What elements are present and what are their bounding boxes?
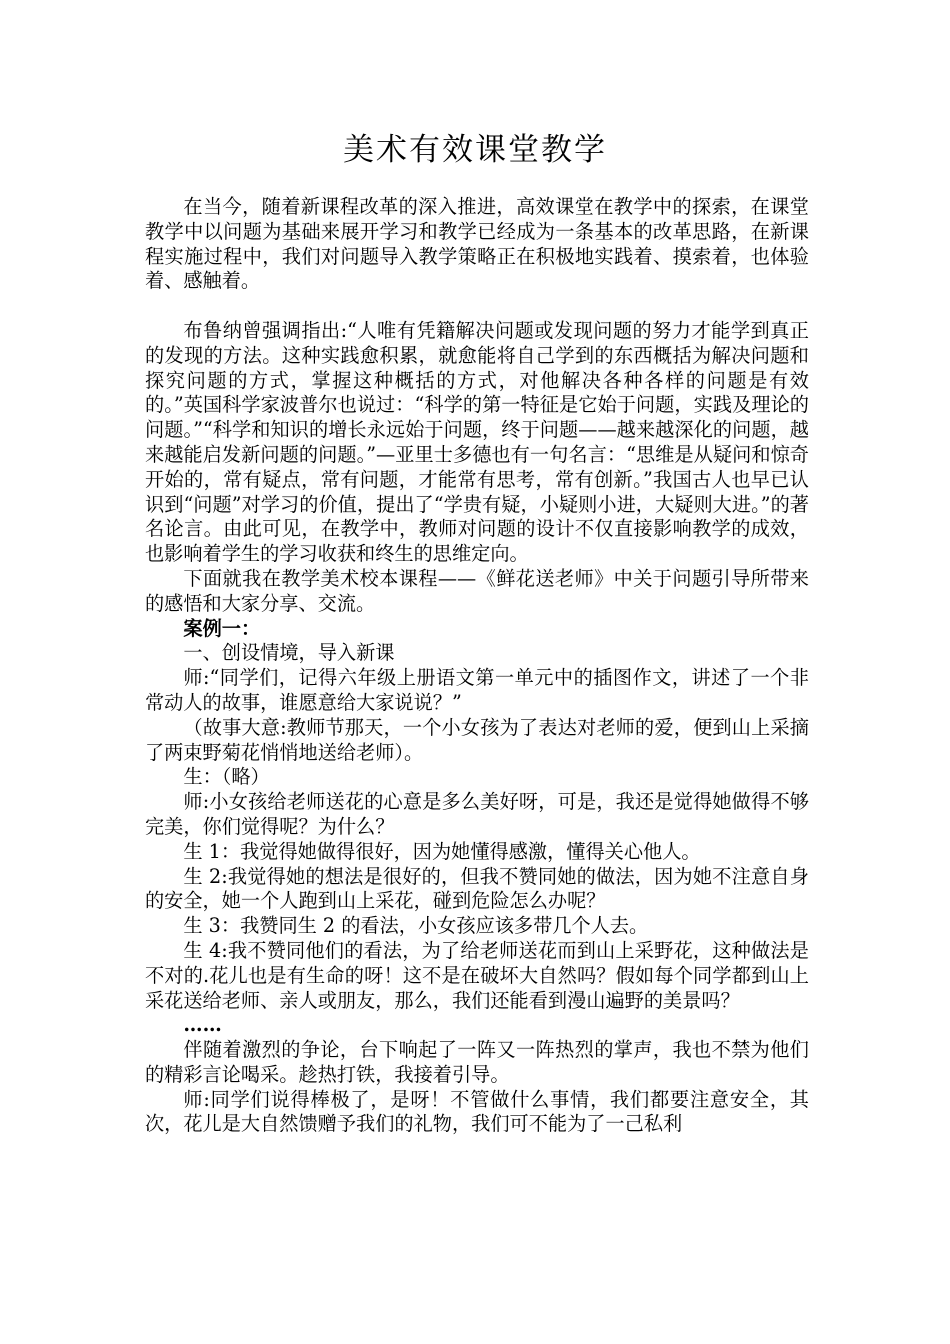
dialogue-teacher-3: 师:同学们说得棒极了，是呀！不管做什么事情，我们都要注意安全，其次，花儿是大自然馈赠予我们的礼物，我们可不能为了一己私利 xyxy=(145,1087,809,1136)
dialogue-teacher-2: 师:小女孩给老师送花的心意是多么美好呀，可是，我还是觉得她做得不够完美，你们觉得呢？为什么？ xyxy=(145,790,809,838)
paragraph-quotes: 布鲁纳曾强调指出:“人唯有凭籍解决问题或发现问题的努力才能学到真正的发现的方法。这种实践愈积累，就愈能将自己学到的东西概括为解决问题和探究问题的方式，掌握这种概括的方式，对他解决各种各样的问题是有效的。”英国科学家波普尔也说过：“科学的第一特征是它始于问题，实践及理论的问题。”“科学和知识的增长永远始于问题，终于问题——越来越深化的问题，越来越能启发新问题的问题。”—亚里士多德也有一句名言：“思维是从疑问和惊奇开始的，常有疑点，常有问题，才能常有思考，常有创新。”我国古人也早已认识到“问题”对学习的价值，提出了“学贵有疑，小疑则小进，大疑则大进。”的著名论言。由此可见，在教学中，教师对问题的设计不仅直接影响教学的成效，也影响着学生的学习收获和终生的思维定向。 xyxy=(145,318,809,566)
story-summary: （故事大意:教师节那天，一个小女孩为了表达对老师的爱，便到山上采摘了两束野菊花悄悄地送给老师）。 xyxy=(145,715,809,764)
dialogue-student-1: 生 1：我觉得她做得很好，因为她懂得感激，懂得关心他人。 xyxy=(183,839,701,863)
dialogue-student-4: 生 4:我不赞同他们的看法，为了给老师送花而到山上采野花，这种做法是不对的.花儿也是有生命的呀！这不是在破坏大自然吗？假如每个同学都到山上采花送给老师、亲人或朋友，那么，我们还能看到漫山遍野的美景吗？ xyxy=(145,938,809,1012)
case-heading: 案例一： xyxy=(183,616,261,640)
paragraph-gap xyxy=(145,294,809,319)
section-heading: 一、创设情境，导入新课 xyxy=(183,641,395,665)
ellipsis-line: …… xyxy=(183,1013,222,1037)
paragraph-course-intro: 下面就我在教学美术校本课程——《鲜花送老师》中关于问题引导所带来的感悟和大家分享、交流。 xyxy=(145,566,809,615)
dialogue-student-2: 生 2:我觉得她的想法是很好的，但我不赞同她的做法，因为她不注意自身的安全，她一个人跑到山上采花，碰到危险怎么办呢？ xyxy=(145,864,809,913)
document-body xyxy=(145,195,809,1137)
dialogue-student: 生：（略） xyxy=(183,765,270,789)
paragraph-intro: 在当今，随着新课程改革的深入推进，高效课堂在教学中的探索，在课堂教学中以问题为基础来展开学习和教学已经成为一条基本的改革思路，在新课程实施过程中，我们对问题导入教学策略正在积极地实践着、摸索着，也体验着、感触着。 xyxy=(145,195,809,293)
dialogue-student-3: 生 3：我赞同生 2 的看法，小女孩应该多带几个人去。 xyxy=(183,914,649,938)
dialogue-teacher-1: 师:“同学们，记得六年级上册语文第一单元中的插图作文，讲述了一个非常动人的故事，谁愿意给大家说说？” xyxy=(145,666,809,714)
document-title: 美术有效课堂教学 xyxy=(343,132,607,168)
paragraph-applause: 伴随着激烈的争论，台下响起了一阵又一阵热烈的掌声，我也不禁为他们的精彩言论喝采。趁热打铁，我接着引导。 xyxy=(145,1038,809,1086)
